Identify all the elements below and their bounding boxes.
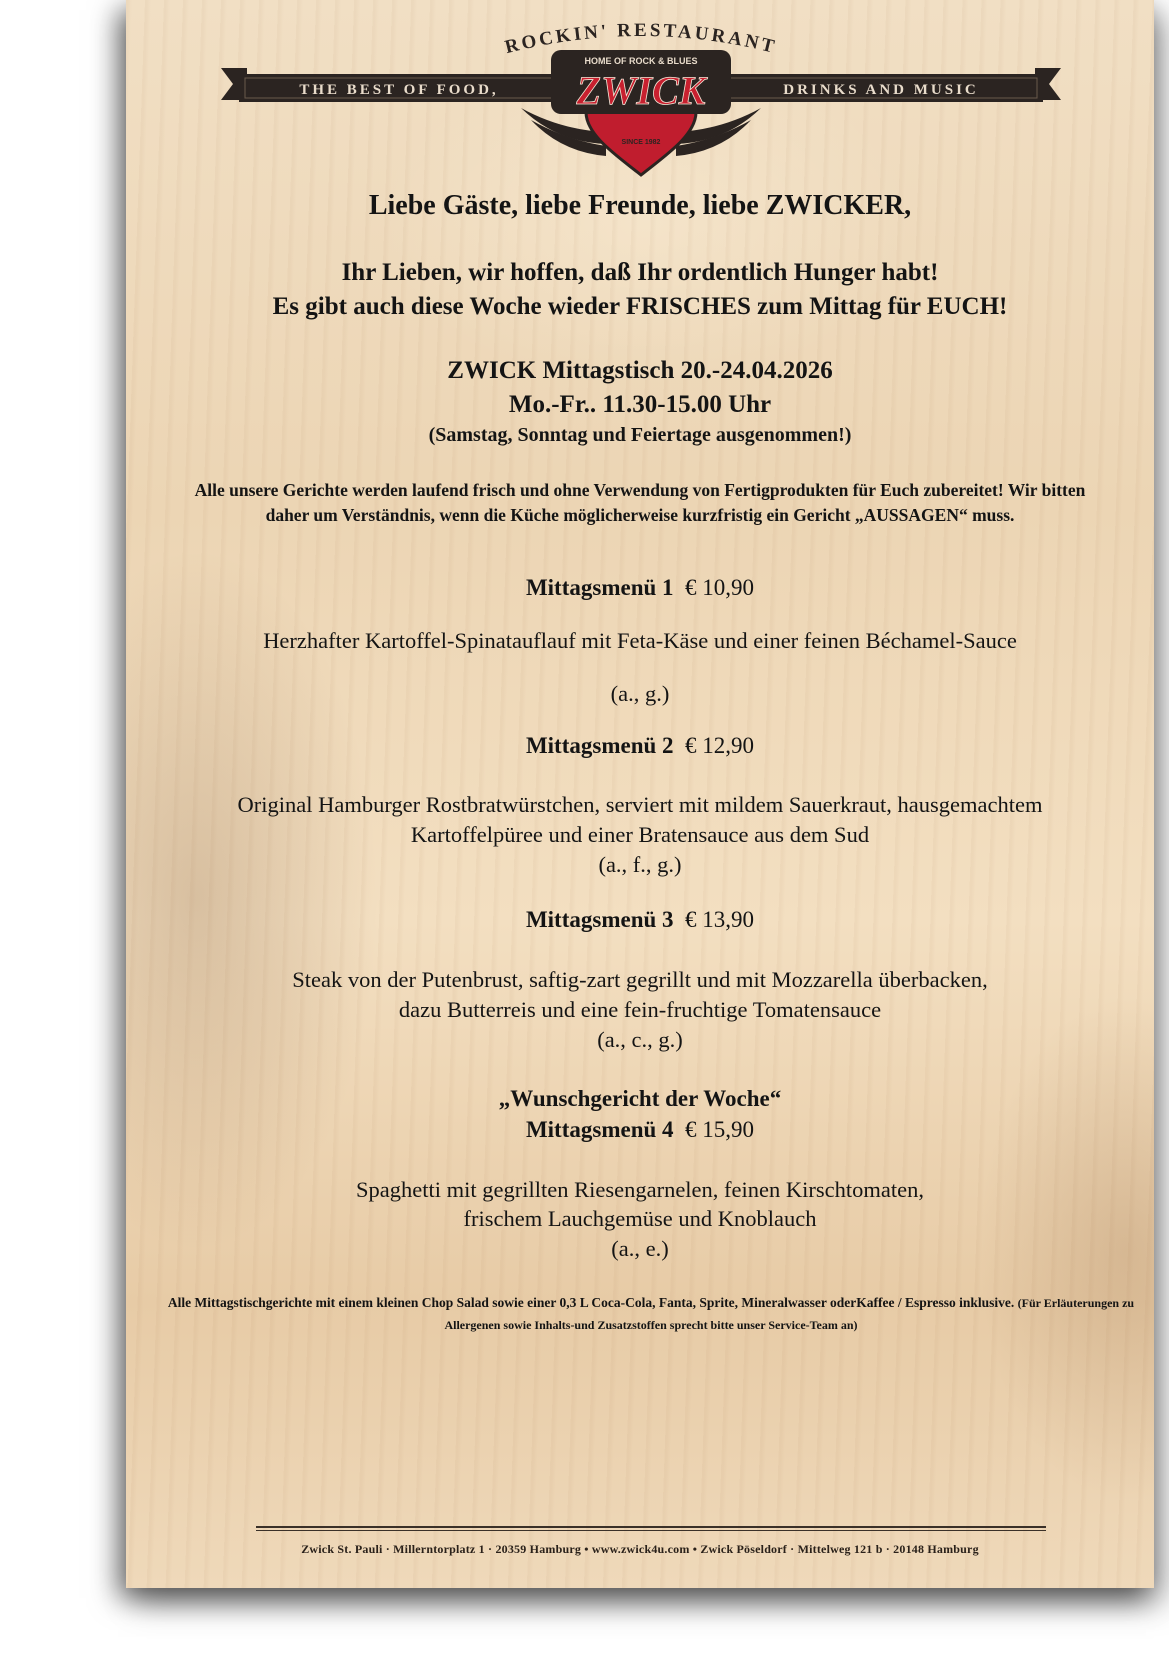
menu-3-allergens: (a., c., g.) [597,1027,683,1052]
brand-text: ZWICK [576,68,706,113]
menu-1-title [126,575,1154,601]
schedule-hours: Mo.-Fr.. 11.30-15.00 Uhr [508,391,772,418]
menu-1-description: Herzhafter Kartoffel-Spinatauflauf mit Feta-Käse und einer feinen Béchamel-Sauce [263,628,1017,653]
since-text: SINCE 1982 [621,139,661,146]
menu-3-description-line-1: Steak von der Putenbrust, saftig-zart gegrillt und mit Mozzarella überbacken, [292,967,988,992]
schedule-exception: (Samstag, Sonntag und Feiertage ausgenommen!) [428,424,852,446]
footer-rule [256,1526,1046,1528]
menu-1-name: Mittagsmenü 1 [525,575,674,600]
menu-4-name: Mittagsmenü 4 [525,1117,674,1142]
fine-print-main: Alle Mittagstischgerichte mit einem kleinen Chop Salad sowie einer 0,3 L Coca-Cola, Fanta, Sprite, Mineralwasser oderKaffee / Espresso inklusive. [167,1295,1015,1310]
footer-address: Zwick St. Pauli · Millerntorplatz 1 · 20359 Hamburg • www.zwick4u.com • Zwick Pöseldorf · Mittelweg 121 b · 20148 Hamburg [301,1542,979,1556]
banner-left-text: THE BEST OF FOOD, [299,82,499,98]
freshness-notice: Alle unsere Gerichte werden laufend frisch und ohne Verwendung von Fertigprodukten für Euch zubereitet! Wir bitten daher um Verständnis, wenn die Küche möglicherweise kurzfristig ein Gericht „AUSSAGEN“ muss. [194,480,1086,525]
arc-text: ROCKIN' RESTAURANT [502,20,780,59]
menu-4-allergens: (a., e.) [611,1236,669,1261]
menu-3-price: € 13,90 [685,907,755,932]
menu-4-description-line-2: frischem Lauchgemüse und Knoblauch [463,1206,817,1231]
menu-1-price: € 10,90 [685,575,755,600]
intro-line-2: Es gibt auch diese Woche wieder FRISCHES zum Mittag für EUCH! [272,293,1008,320]
intro-line-1: Ihr Lieben, wir hoffen, daß Ihr ordentlich Hunger habt! [341,259,939,286]
menu-4-price: € 15,90 [685,1117,755,1142]
menu-3-title [126,907,1154,933]
menu-2-name: Mittagsmenü 2 [525,733,674,758]
menu-4-title [126,1117,1154,1143]
menu-1-allergens: (a., g.) [610,681,670,706]
menu-3-description-line-2: dazu Butterreis und eine fein-fruchtige Tomatensauce [398,997,882,1022]
restaurant-logo [221,20,1061,180]
menu-2-price: € 12,90 [685,733,755,758]
menu-2-title [126,733,1154,759]
banner-right-text: DRINKS AND MUSIC [783,82,979,98]
menu-3-name: Mittagsmenü 3 [525,907,674,932]
menu-2-allergens: (a., f., g.) [598,852,682,877]
menu-4-description-line-1: Spaghetti mit gegrillten Riesengarnelen, feinen Kirschtomaten, [356,1177,924,1202]
menu-2-description-line-2: Kartoffelpüree und einer Bratensauce aus dem Sud [410,822,870,847]
menu-page [126,0,1154,1588]
greeting: Liebe Gäste, liebe Freunde, liebe ZWICKER, [368,190,912,221]
menu-2-description-line-1: Original Hamburger Rostbratwürstchen, serviert mit mildem Sauerkraut, hausgemachtem [237,792,1043,817]
menu-4-subtitle: „Wunschgericht der Woche“ [498,1086,782,1111]
fine-print-note: (Für Erläuterungen zu Allergenen sowie Inhalts-und Zusatzstoffen sprecht bitte unser Service-Team an) [444,1296,1135,1332]
footer-rule-thin [256,1530,1046,1531]
tagline-text: HOME OF ROCK & BLUES [584,56,698,66]
schedule-title: ZWICK Mittagstisch 20.-24.04.2026 [447,357,833,384]
fine-print [156,1292,1146,1336]
